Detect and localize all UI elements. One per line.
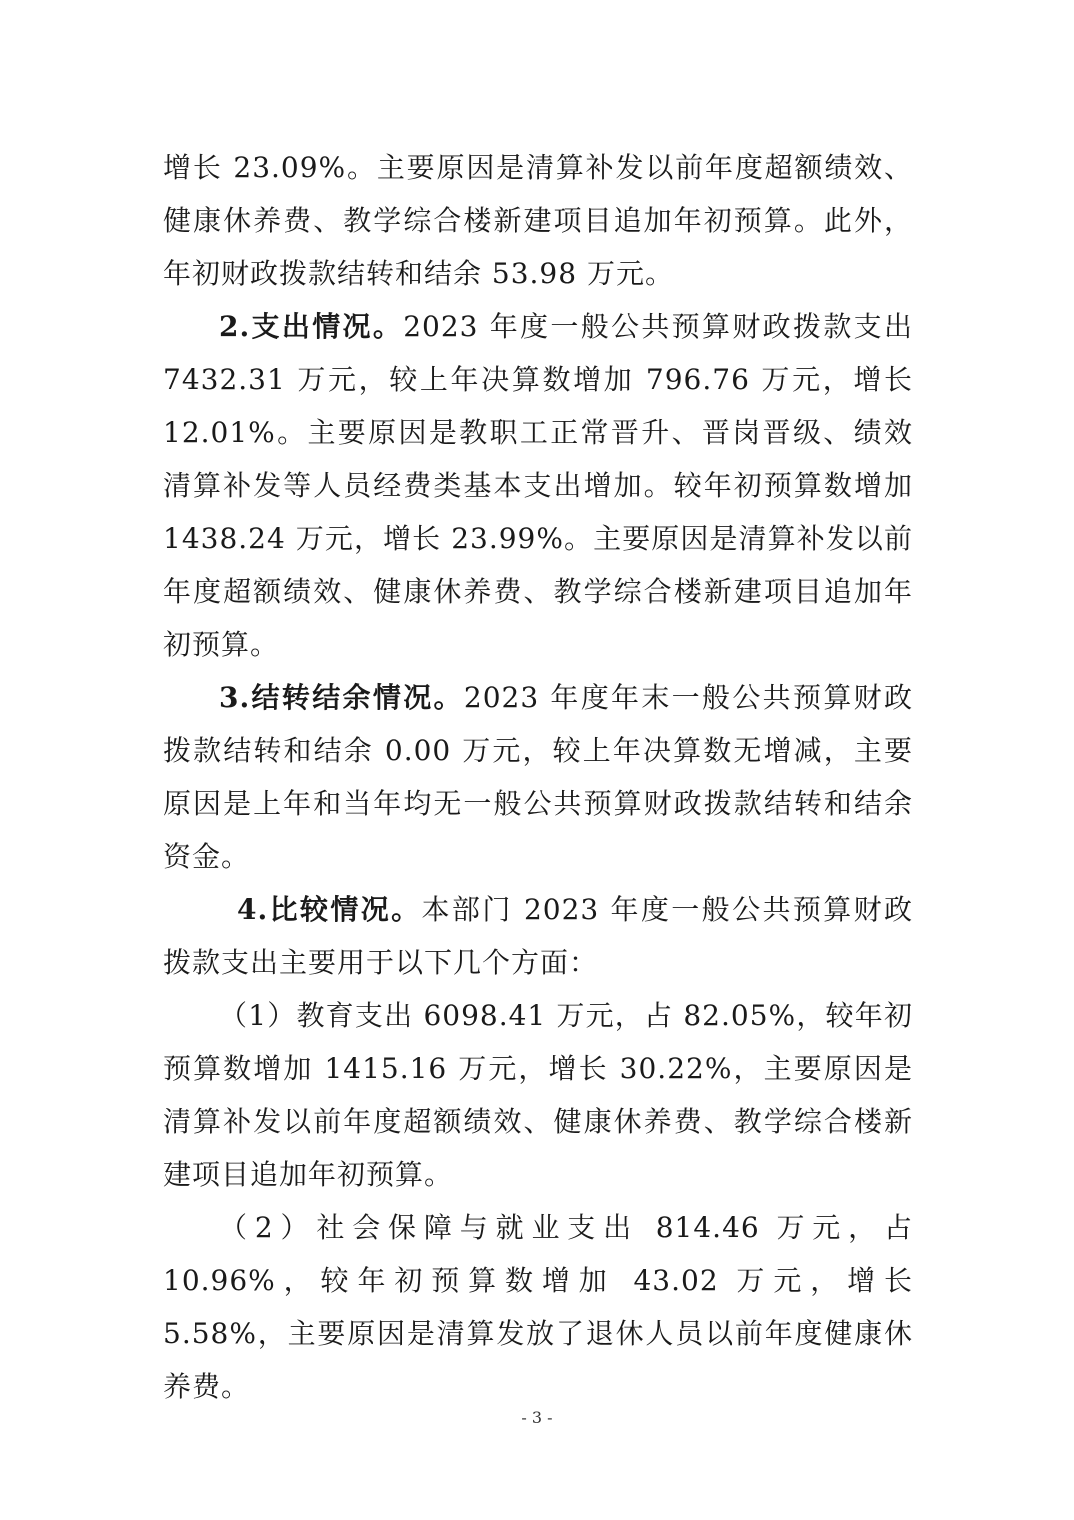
paragraph-text: 2023 年度年末一般公共预算财政拨款结转和结余 0.00 万元，较上年决算数无增减，主要原因是上年和当年均无一般公共预算财政拨款结转和结余资金。	[163, 681, 913, 873]
paragraph-carryover	[163, 671, 913, 883]
section-heading-carryover: 3.结转结余情况。	[219, 681, 464, 714]
paragraph-text: 2023 年度一般公共预算财政拨款支出 7432.31 万元，较上年决算数增加 796.76 万元，增长 12.01%。主要原因是教职工正常晋升、晋岗晋级、绩效清算补发等人员经费类基本支出增加。较年初预算数增加 1438.24 万元，增长 23.99%。主要原因是清算补发以前年度超额绩效、健康休养费、教学综合楼新建项目追加年初预算。	[163, 310, 913, 661]
paragraph-income-continuation	[163, 141, 913, 300]
paragraph-social-security-spending	[163, 1201, 913, 1413]
paragraph-text: 本部门 2023 年度一般公共预算财政拨款支出主要用于以下几个方面：	[163, 893, 913, 979]
paragraph-expenditure	[163, 300, 913, 671]
paragraph-comparison	[163, 883, 913, 989]
document-body	[163, 141, 913, 1413]
paragraph-text: （2）社会保障与就业支出 814.46 万元，占 10.96%，较年初预算数增加 43.02 万元，增长 5.58%，主要原因是清算发放了退休人员以前年度健康休养费。	[163, 1211, 913, 1403]
paragraph-text: 增长 23.09%。主要原因是清算补发以前年度超额绩效、健康休养费、教学综合楼新建项目追加年初预算。此外，年初财政拨款结转和结余 53.98 万元。	[163, 151, 913, 290]
section-heading-comparison: 4.比较情况。	[237, 893, 422, 926]
paragraph-education-spending	[163, 989, 913, 1201]
section-heading-expenditure: 2.支出情况。	[219, 310, 404, 343]
paragraph-text: （1）教育支出 6098.41 万元，占 82.05%，较年初预算数增加 1415.16 万元，增长 30.22%，主要原因是清算补发以前年度超额绩效、健康休养费、教学综合楼新建项目追加年初预算。	[163, 999, 913, 1191]
page-number: - 3 -	[521, 1408, 553, 1427]
